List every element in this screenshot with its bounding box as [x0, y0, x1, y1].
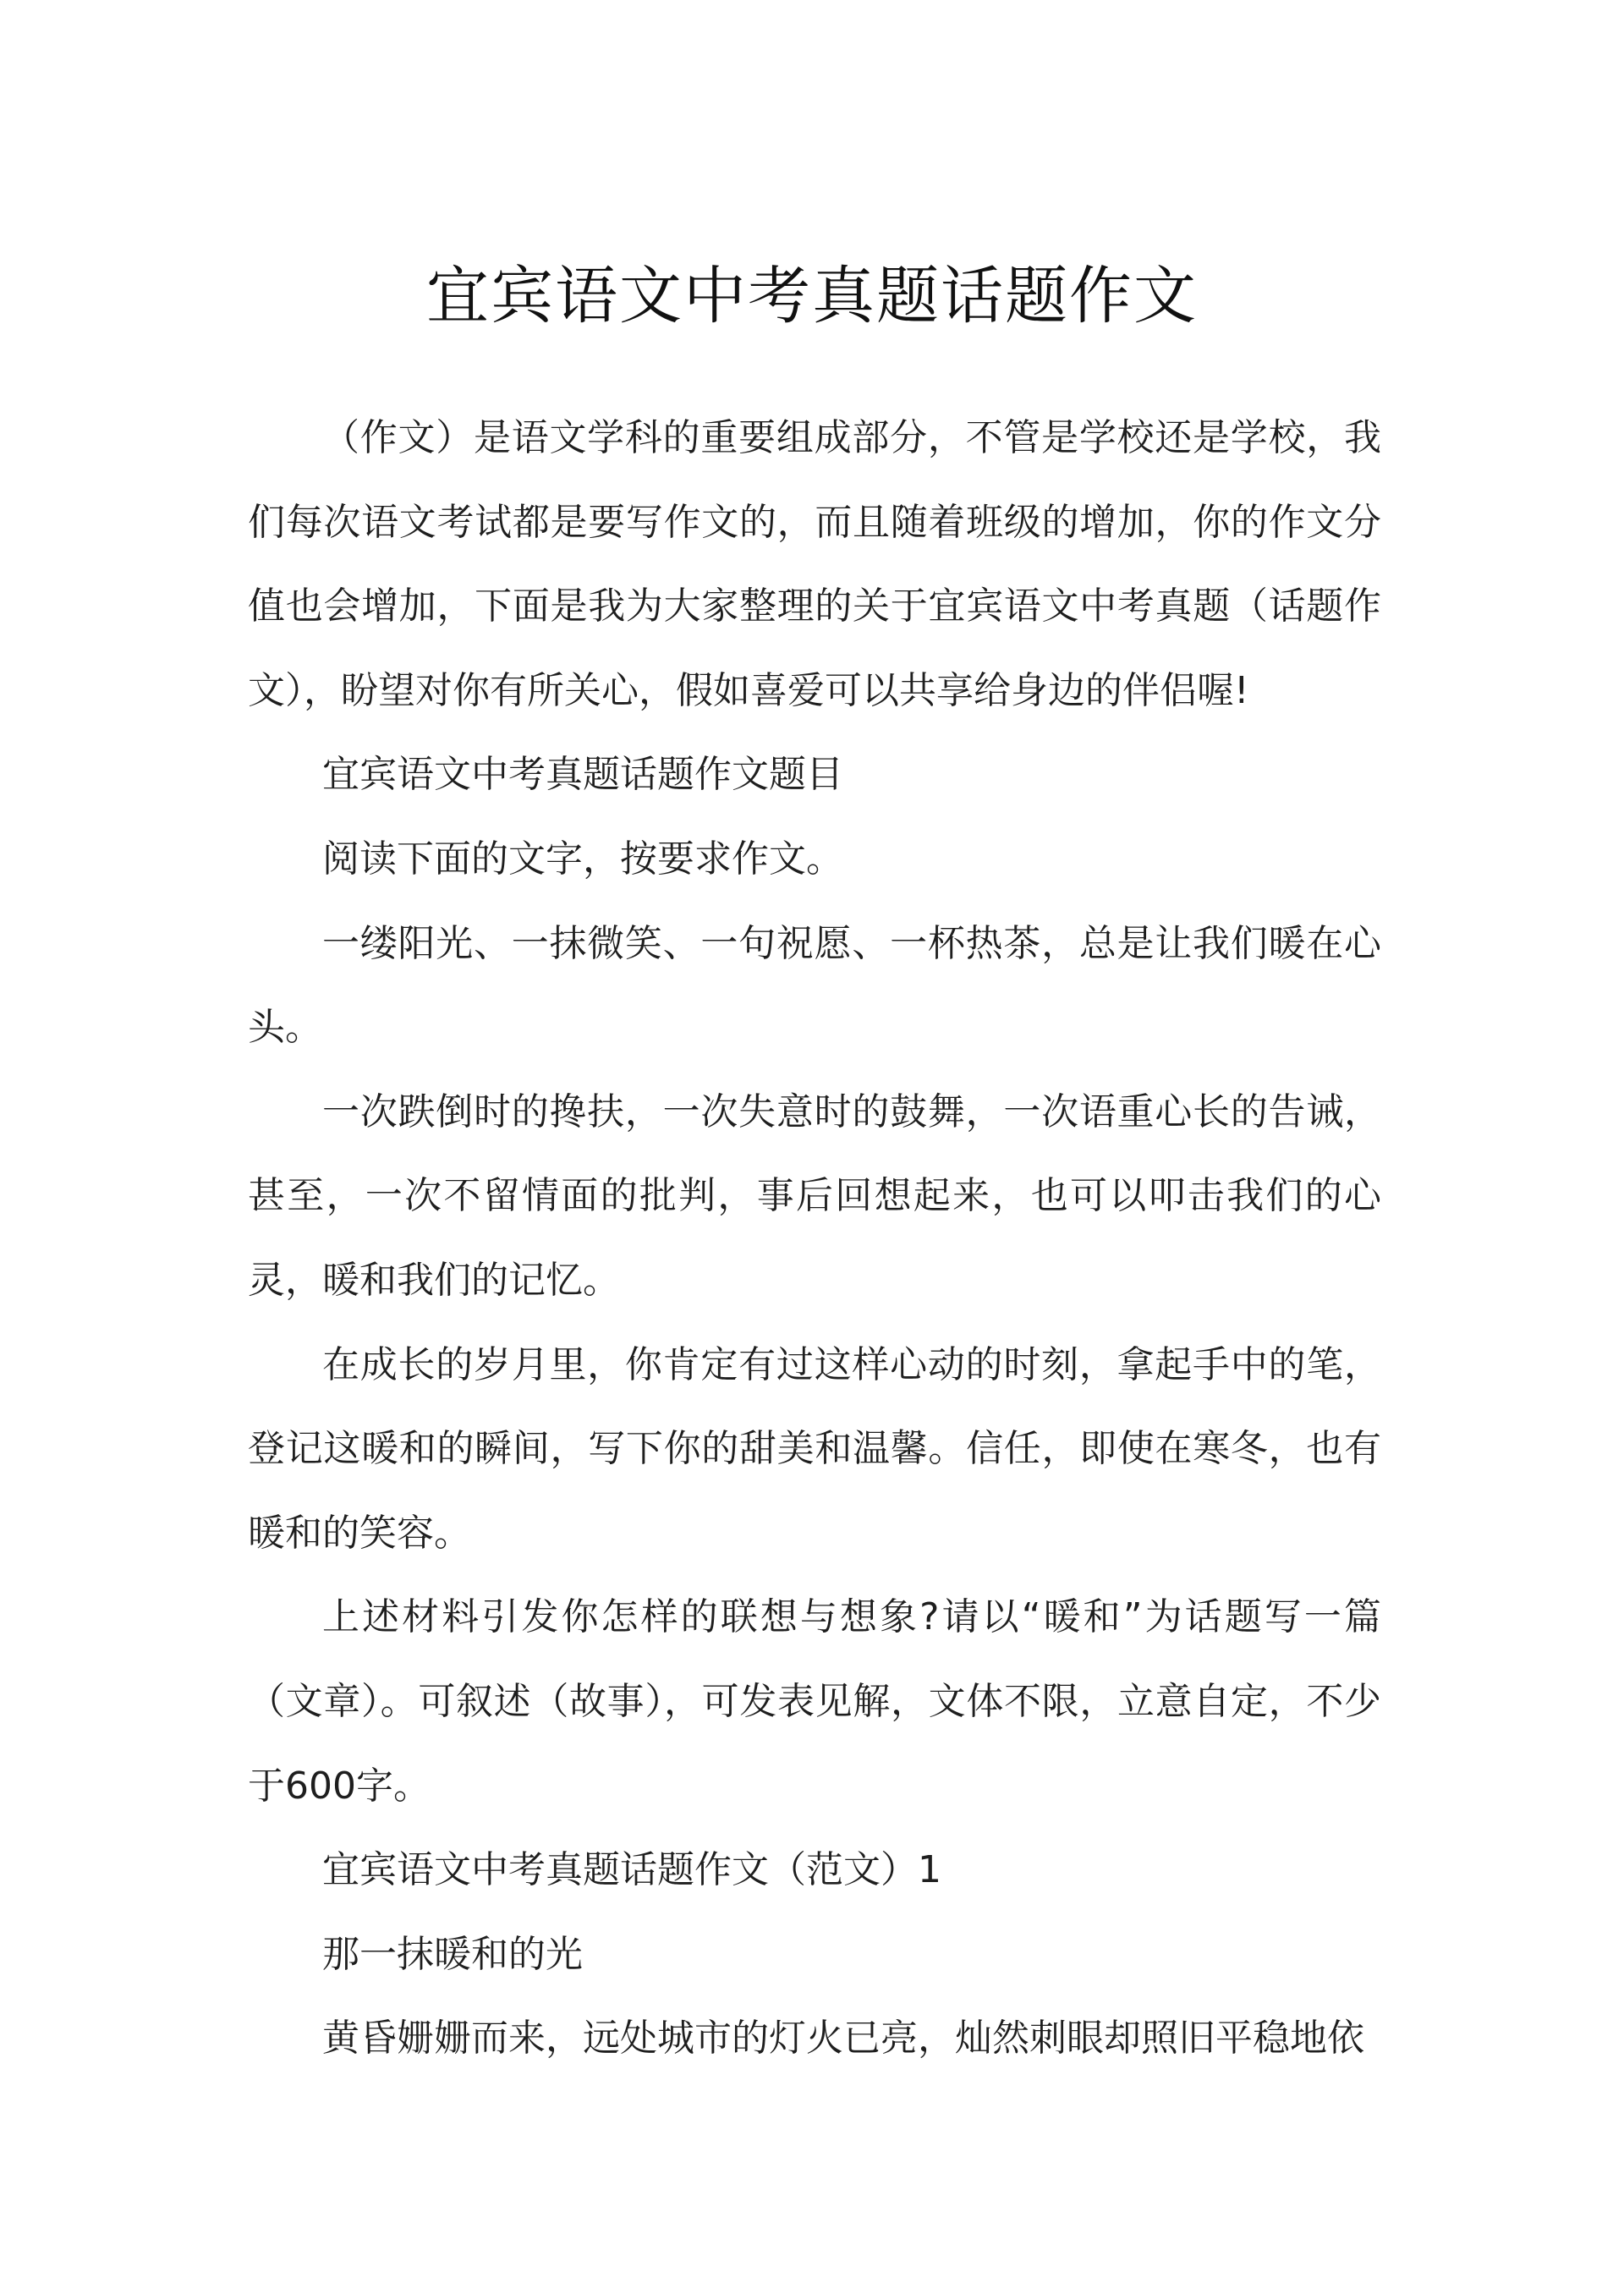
paragraph-sample-text: 黄昏姗姗而来，远处城市的灯火已亮，灿然刺眼却照旧平稳地依 — [322, 2017, 1364, 2061]
paragraph-instruction: 阅读下面的文字，按要求作文。 — [322, 837, 843, 881]
document-title: 宜宾语文中考真题话题作文 — [426, 260, 1198, 332]
paragraph-material-2: 一次跌倒时的搀扶，一次失意时的鼓舞，一次语重心长的告诫，甚至，一次不留情面的批判，事后回想起来，也可以叩击我们的心灵，暖和我们的记忆。 — [248, 1089, 1381, 1302]
paragraph-material-1: 一缕阳光、一抹微笑、一句祝愿、一杯热茶，总是让我们暖在心头。 — [248, 921, 1381, 1050]
paragraph-sample-title: 那一抹暖和的光 — [322, 1932, 583, 1976]
paragraph-sample-heading: 宜宾语文中考真题话题作文（范文）1 — [322, 1848, 941, 1892]
paragraph-requirement: 上述材料引发你怎样的联想与想象?请以“暖和”为话题写一篇（文章）。可叙述（故事），可发表见解，文体不限，立意自定，不少于600字。 — [248, 1595, 1381, 1808]
document-body — [248, 396, 1381, 2081]
paragraph-material-3: 在成长的岁月里，你肯定有过这样心动的时刻，拿起手中的笔，登记这暖和的瞬间，写下你的甜美和温馨。信任，即使在寒冬，也有暖和的笑容。 — [248, 1342, 1381, 1555]
paragraph-topic-heading: 宜宾语文中考真题话题作文题目 — [322, 753, 843, 797]
paragraph-intro: （作文）是语文学科的重要组成部分，不管是学校还是学校，我们每次语文考试都是要写作文的，而且随着班级的增加，你的作文分值也会增加，下面是我为大家整理的关于宜宾语文中考真题（话题作文），盼望对你有所关心，假如喜爱可以共享给身边的伴侣喔! — [248, 416, 1381, 712]
